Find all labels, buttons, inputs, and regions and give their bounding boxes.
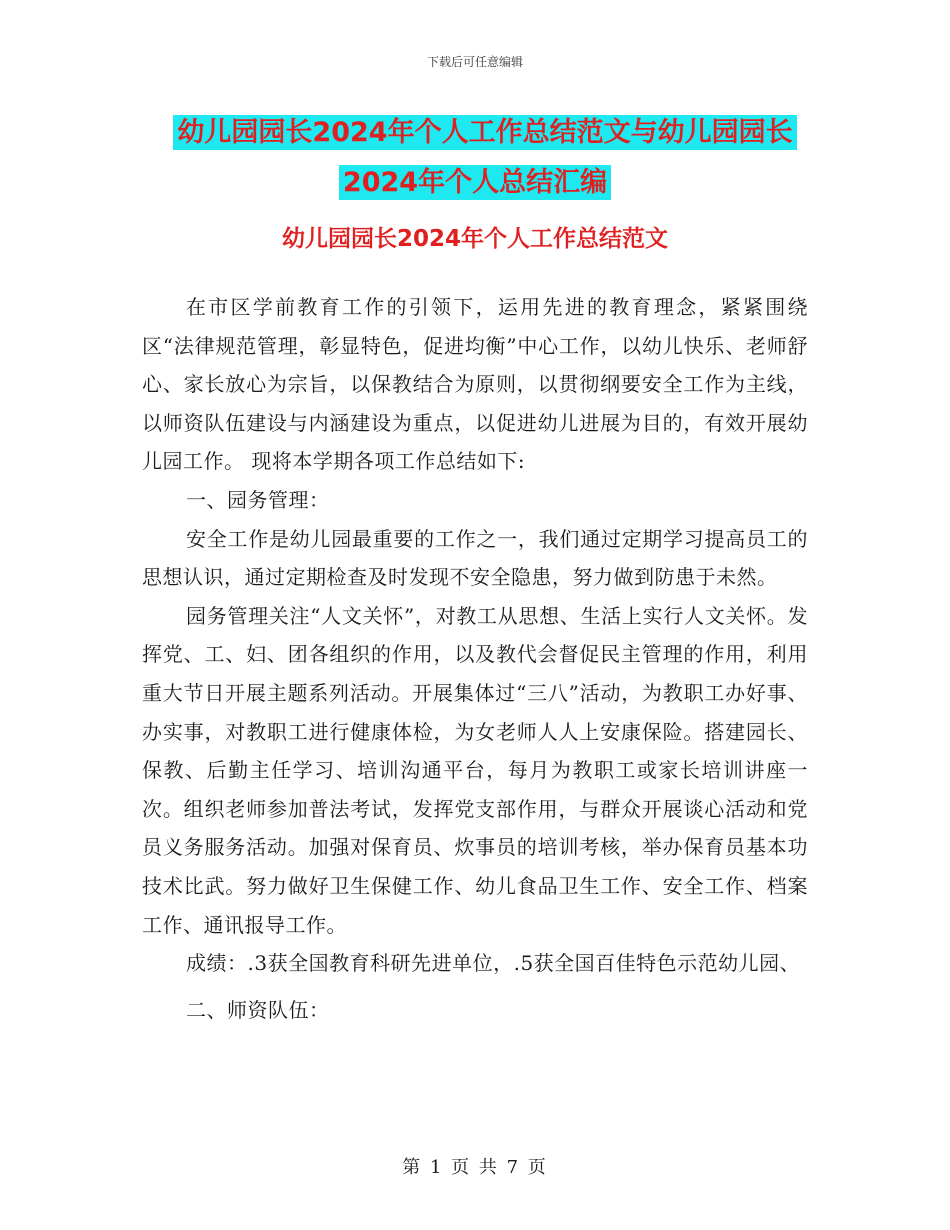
document-title-line-1: 幼儿园园长2024年个人工作总结范文与幼儿园园长 [173, 115, 796, 150]
paragraph-humanistic-care: 园务管理关注“人文关怀”，对教工从思想、生活上实行人文关怀。发挥党、工、妇、团各组织的作用，以及教代会督促民主管理的作用，利用重大节日开展主题系列活动。开展集体过“三八”活动，为教职工办好事、办实事，对教职工进行健康体检，为女老师人人上安康保险。搭建园长、保教、后勤主任学习、培训沟通平台，每月为教职工或家长培训讲座一次。组织老师参加普法考试，发挥党支部作用，与群众开展谈心活动和党员义务服务活动。加强对保育员、炊事员的培训考核，举办保育员基本功技术比武。努力做好卫生保健工作、幼儿食品卫生工作、安全工作、档案工作、通讯报导工作。 [142, 603, 808, 937]
header-note: 下载后可任意编辑 [426, 55, 523, 69]
paragraph-achievements: 成绩：.3获全国教育科研先进单位，.5获全国百佳特色示范幼儿园、 [186, 951, 801, 976]
document-title-line-2: 2024年个人总结汇编 [339, 165, 611, 200]
heading-garden-management: 一、园务管理： [186, 487, 330, 512]
heading-teaching-staff: 二、师资队伍： [186, 997, 330, 1022]
page-number: 第 1 页 共 7 页 [402, 1157, 548, 1178]
document-body [142, 288, 808, 1029]
paragraph-intro: 在市区学前教育工作的引领下，运用先进的教育理念，紧紧围绕区“法律规范管理，彰显特色，促进均衡”中心工作，以幼儿快乐、老师舒心、家长放心为宗旨，以保教结合为原则，以贯彻纲要安全工作为主线，以师资队伍建设与内涵建设为重点，以促进幼儿进展为目的，有效开展幼儿园工作。 现将本学期各项工作总结如下: [142, 295, 808, 474]
paragraph-safety: 安全工作是幼儿园最重要的工作之一，我们通过定期学习提高员工的思想认识，通过定期检查及时发现不安全隐患，努力做到防患于未然。 [142, 526, 808, 590]
section-title: 幼儿园园长2024年个人工作总结范文 [281, 226, 668, 252]
document-title [0, 108, 950, 208]
